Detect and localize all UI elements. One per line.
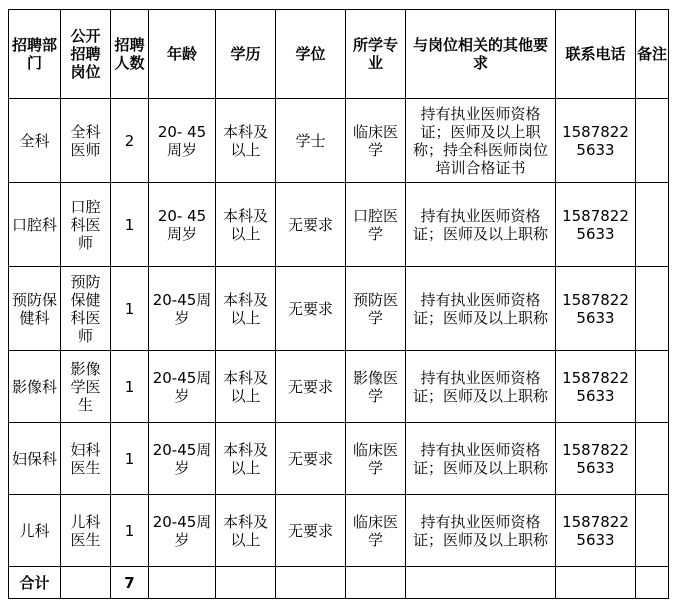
total-empty bbox=[636, 567, 669, 599]
cell-position: 预防保健科医师 bbox=[61, 267, 111, 351]
cell-education: 本科及以上 bbox=[216, 351, 276, 423]
total-empty bbox=[276, 567, 346, 599]
cell-requirements: 持有执业医师资格证；医师及以上职称 bbox=[406, 183, 556, 267]
cell-position: 妇科医生 bbox=[61, 423, 111, 495]
total-empty bbox=[556, 567, 636, 599]
cell-major: 临床医学 bbox=[346, 495, 406, 567]
cell-position: 口腔科医师 bbox=[61, 183, 111, 267]
cell-age: 20- 45周岁 bbox=[149, 99, 216, 183]
cell-phone: 15878225633 bbox=[556, 267, 636, 351]
cell-age: 20-45周岁 bbox=[149, 423, 216, 495]
cell-major: 影像医学 bbox=[346, 351, 406, 423]
header-requirements: 与岗位相关的其他要求 bbox=[406, 10, 556, 99]
total-empty bbox=[149, 567, 216, 599]
total-empty bbox=[61, 567, 111, 599]
cell-count: 1 bbox=[111, 351, 149, 423]
cell-degree: 无要求 bbox=[276, 183, 346, 267]
cell-requirements: 持有执业医师资格证；医师及以上职称；持全科医师岗位培训合格证书 bbox=[406, 99, 556, 183]
cell-remarks bbox=[636, 183, 669, 267]
table-row bbox=[9, 99, 669, 183]
cell-phone: 15878225633 bbox=[556, 99, 636, 183]
cell-remarks bbox=[636, 423, 669, 495]
cell-remarks bbox=[636, 267, 669, 351]
cell-requirements: 持有执业医师资格证；医师及以上职称 bbox=[406, 423, 556, 495]
cell-dept: 全科 bbox=[9, 99, 61, 183]
cell-requirements: 持有执业医师资格证；医师及以上职称 bbox=[406, 495, 556, 567]
table-row bbox=[9, 495, 669, 567]
cell-education: 本科及以上 bbox=[216, 495, 276, 567]
cell-dept: 预防保健科 bbox=[9, 267, 61, 351]
header-count: 招聘人数 bbox=[111, 10, 149, 99]
cell-age: 20- 45周岁 bbox=[149, 183, 216, 267]
total-count: 7 bbox=[111, 567, 149, 599]
cell-remarks bbox=[636, 351, 669, 423]
cell-requirements: 持有执业医师资格证；医师及以上职称 bbox=[406, 267, 556, 351]
header-remarks: 备注 bbox=[636, 10, 669, 99]
table-row bbox=[9, 423, 669, 495]
cell-count: 1 bbox=[111, 423, 149, 495]
total-empty bbox=[216, 567, 276, 599]
cell-remarks bbox=[636, 99, 669, 183]
total-row bbox=[9, 567, 669, 599]
cell-major: 临床医学 bbox=[346, 99, 406, 183]
cell-phone: 15878225633 bbox=[556, 183, 636, 267]
total-label: 合计 bbox=[9, 567, 61, 599]
table-row bbox=[9, 351, 669, 423]
cell-education: 本科及以上 bbox=[216, 267, 276, 351]
cell-degree: 无要求 bbox=[276, 351, 346, 423]
cell-dept: 妇保科 bbox=[9, 423, 61, 495]
cell-education: 本科及以上 bbox=[216, 183, 276, 267]
cell-phone: 15878225633 bbox=[556, 351, 636, 423]
table-row bbox=[9, 267, 669, 351]
cell-position: 全科医师 bbox=[61, 99, 111, 183]
cell-degree: 无要求 bbox=[276, 267, 346, 351]
header-degree: 学位 bbox=[276, 10, 346, 99]
cell-count: 1 bbox=[111, 495, 149, 567]
total-empty bbox=[406, 567, 556, 599]
cell-degree: 无要求 bbox=[276, 495, 346, 567]
header-phone: 联系电话 bbox=[556, 10, 636, 99]
cell-major: 口腔医学 bbox=[346, 183, 406, 267]
cell-remarks bbox=[636, 495, 669, 567]
cell-count: 1 bbox=[111, 267, 149, 351]
header-dept: 招聘部门 bbox=[9, 10, 61, 99]
cell-phone: 15878225633 bbox=[556, 423, 636, 495]
cell-requirements: 持有执业医师资格证；医师及以上职称 bbox=[406, 351, 556, 423]
cell-age: 20-45周岁 bbox=[149, 495, 216, 567]
cell-dept: 影像科 bbox=[9, 351, 61, 423]
header-major: 所学专业 bbox=[346, 10, 406, 99]
header-education: 学历 bbox=[216, 10, 276, 99]
cell-count: 1 bbox=[111, 183, 149, 267]
cell-position: 影像学医生 bbox=[61, 351, 111, 423]
cell-age: 20-45周岁 bbox=[149, 351, 216, 423]
header-position: 公开招聘岗位 bbox=[61, 10, 111, 99]
cell-dept: 口腔科 bbox=[9, 183, 61, 267]
cell-education: 本科及以上 bbox=[216, 99, 276, 183]
header-age: 年龄 bbox=[149, 10, 216, 99]
cell-degree: 无要求 bbox=[276, 423, 346, 495]
table-row bbox=[9, 183, 669, 267]
header-row bbox=[9, 10, 669, 99]
cell-major: 预防医学 bbox=[346, 267, 406, 351]
cell-degree: 学士 bbox=[276, 99, 346, 183]
total-empty bbox=[346, 567, 406, 599]
cell-age: 20-45周岁 bbox=[149, 267, 216, 351]
cell-count: 2 bbox=[111, 99, 149, 183]
cell-education: 本科及以上 bbox=[216, 423, 276, 495]
cell-position: 儿科医生 bbox=[61, 495, 111, 567]
cell-phone: 15878225633 bbox=[556, 495, 636, 567]
recruitment-table bbox=[8, 9, 669, 599]
cell-major: 临床医学 bbox=[346, 423, 406, 495]
cell-dept: 儿科 bbox=[9, 495, 61, 567]
